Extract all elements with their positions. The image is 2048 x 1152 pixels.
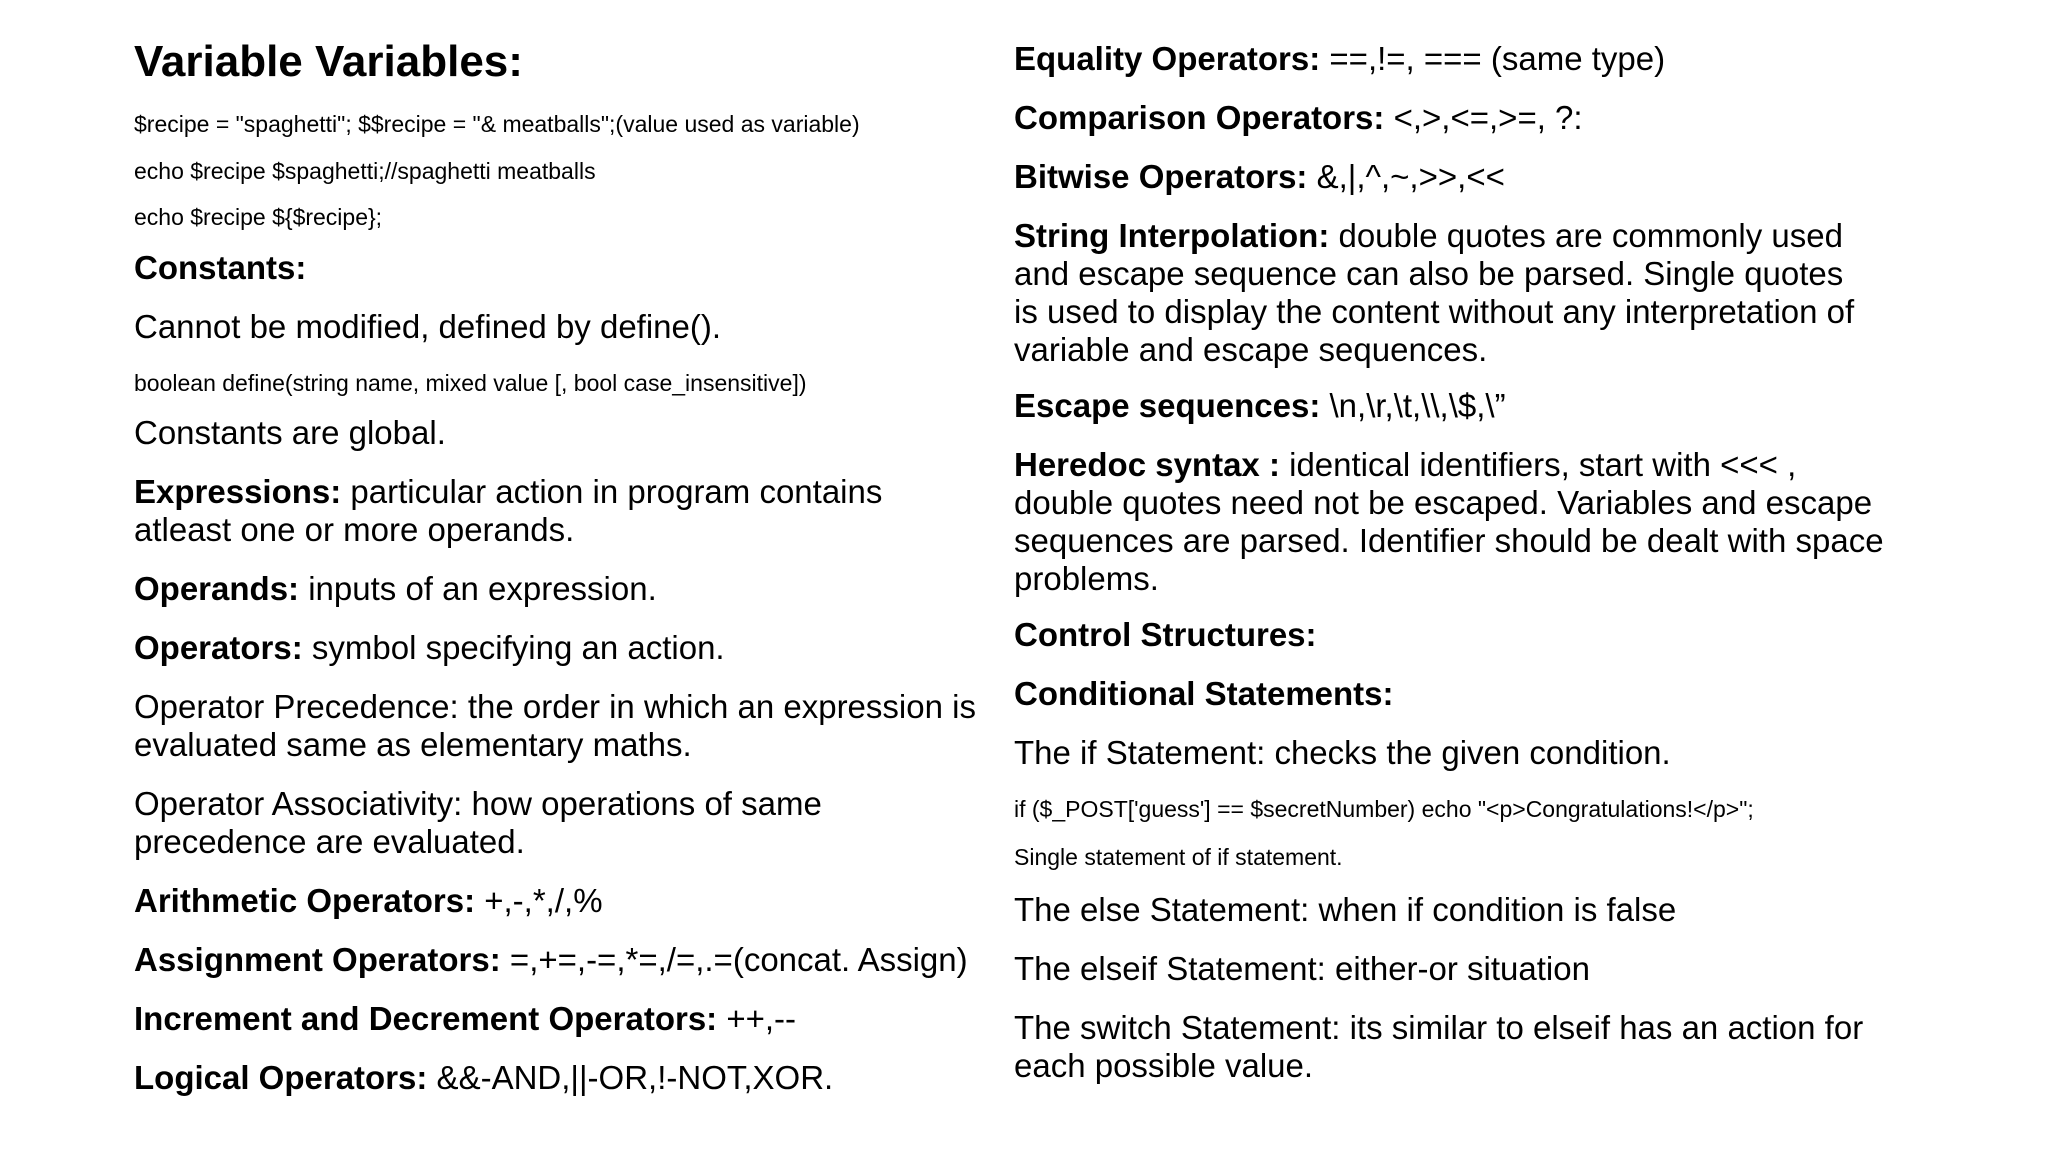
operator-associativity: Operator Associativity: how operations of same precedence are evaluated.	[134, 785, 822, 860]
logical-text: &&-AND,||-OR,!-NOT,XOR.	[427, 1059, 834, 1096]
if-statement: The if Statement: checks the given condition.	[1014, 734, 1671, 771]
logical-label: Logical Operators:	[134, 1059, 428, 1096]
conditional-statements-heading: Conditional Statements:	[1014, 675, 1394, 712]
constants-heading: Constants:	[134, 249, 307, 286]
bitwise-text: &,|,^,~,>>,<<	[1307, 158, 1505, 195]
expressions-label: Expressions:	[134, 473, 342, 510]
arithmetic-label: Arithmetic Operators:	[134, 882, 476, 919]
operators-text: symbol specifying an action.	[302, 629, 725, 666]
comparison-operators	[1014, 99, 1583, 137]
switch-statement: The switch Statement: its similar to elseif has an action for each possible value.	[1014, 1009, 1864, 1084]
constants-description: Cannot be modified, defined by define().	[134, 308, 722, 345]
expressions-text: particular action in program contains atleast one or more operands.	[134, 473, 883, 548]
operator-precedence: Operator Precedence: the order in which an expression is evaluated same as elementary maths.	[134, 688, 976, 763]
escape-sequences	[1014, 387, 1506, 425]
interpolation-text: double quotes are commonly used and escape sequence can also be parsed. Single quotes is used to display the content without any interpretation of variable and escape sequences.	[1014, 217, 1855, 368]
assignment-text: =,+=,-=,*=,/=,.=(concat. Assign)	[500, 941, 968, 978]
string-interpolation	[1014, 217, 1874, 369]
code-line-3: echo $recipe ${$recipe};	[134, 204, 383, 230]
heredoc-label: Heredoc syntax :	[1014, 446, 1280, 483]
logical-operators	[134, 1059, 833, 1097]
operators-item	[134, 629, 725, 667]
interpolation-label: String Interpolation:	[1014, 217, 1330, 254]
heredoc-text: identical identifiers, start with <<< , double quotes need not be escaped. Variables and escape sequences are parsed. Identifier should be dealt with space problems.	[1014, 446, 1884, 597]
if-note: Single statement of if statement.	[1014, 844, 1343, 870]
equality-operators	[1014, 40, 1665, 78]
operands-text: inputs of an expression.	[299, 570, 657, 607]
operands-label: Operands:	[134, 570, 300, 607]
assignment-label: Assignment Operators:	[134, 941, 501, 978]
define-signature: boolean define(string name, mixed value [, bool case_insensitive])	[134, 370, 807, 396]
heredoc-syntax	[1014, 446, 1904, 598]
assignment-operators	[134, 941, 968, 979]
else-statement: The else Statement: when if condition is false	[1014, 891, 1677, 928]
code-line-1: $recipe = "spaghetti"; $$recipe = "& meatballs";(value used as variable)	[134, 111, 860, 137]
if-code-example: if ($_POST['guess'] == $secretNumber) echo "<p>Congratulations!</p>";	[1014, 796, 1754, 822]
operators-label: Operators:	[134, 629, 303, 666]
code-line-2: echo $recipe $spaghetti;//spaghetti meatballs	[134, 158, 596, 184]
control-structures-heading: Control Structures:	[1014, 616, 1317, 653]
arithmetic-operators	[134, 882, 603, 920]
equality-label: Equality Operators:	[1014, 40, 1321, 77]
arithmetic-text: +,-,*,/,%	[475, 882, 603, 919]
constants-global: Constants are global.	[134, 414, 446, 451]
variable-variables-heading: Variable Variables:	[134, 37, 523, 86]
equality-text: ==,!=, === (same type)	[1320, 40, 1666, 77]
bitwise-operators	[1014, 158, 1505, 196]
comparison-text: <,>,<=,>=, ?:	[1384, 99, 1583, 136]
comparison-label: Comparison Operators:	[1014, 99, 1385, 136]
bitwise-label: Bitwise Operators:	[1014, 158, 1308, 195]
increment-decrement-operators	[134, 1000, 796, 1038]
increment-decrement-text: ++,--	[717, 1000, 797, 1037]
increment-decrement-label: Increment and Decrement Operators:	[134, 1000, 718, 1037]
expressions-item	[134, 473, 954, 549]
elseif-statement: The elseif Statement: either-or situation	[1014, 950, 1590, 987]
escape-text: \n,\r,\t,\\,\$,\”	[1320, 387, 1506, 424]
escape-label: Escape sequences:	[1014, 387, 1321, 424]
operands-item	[134, 570, 657, 608]
